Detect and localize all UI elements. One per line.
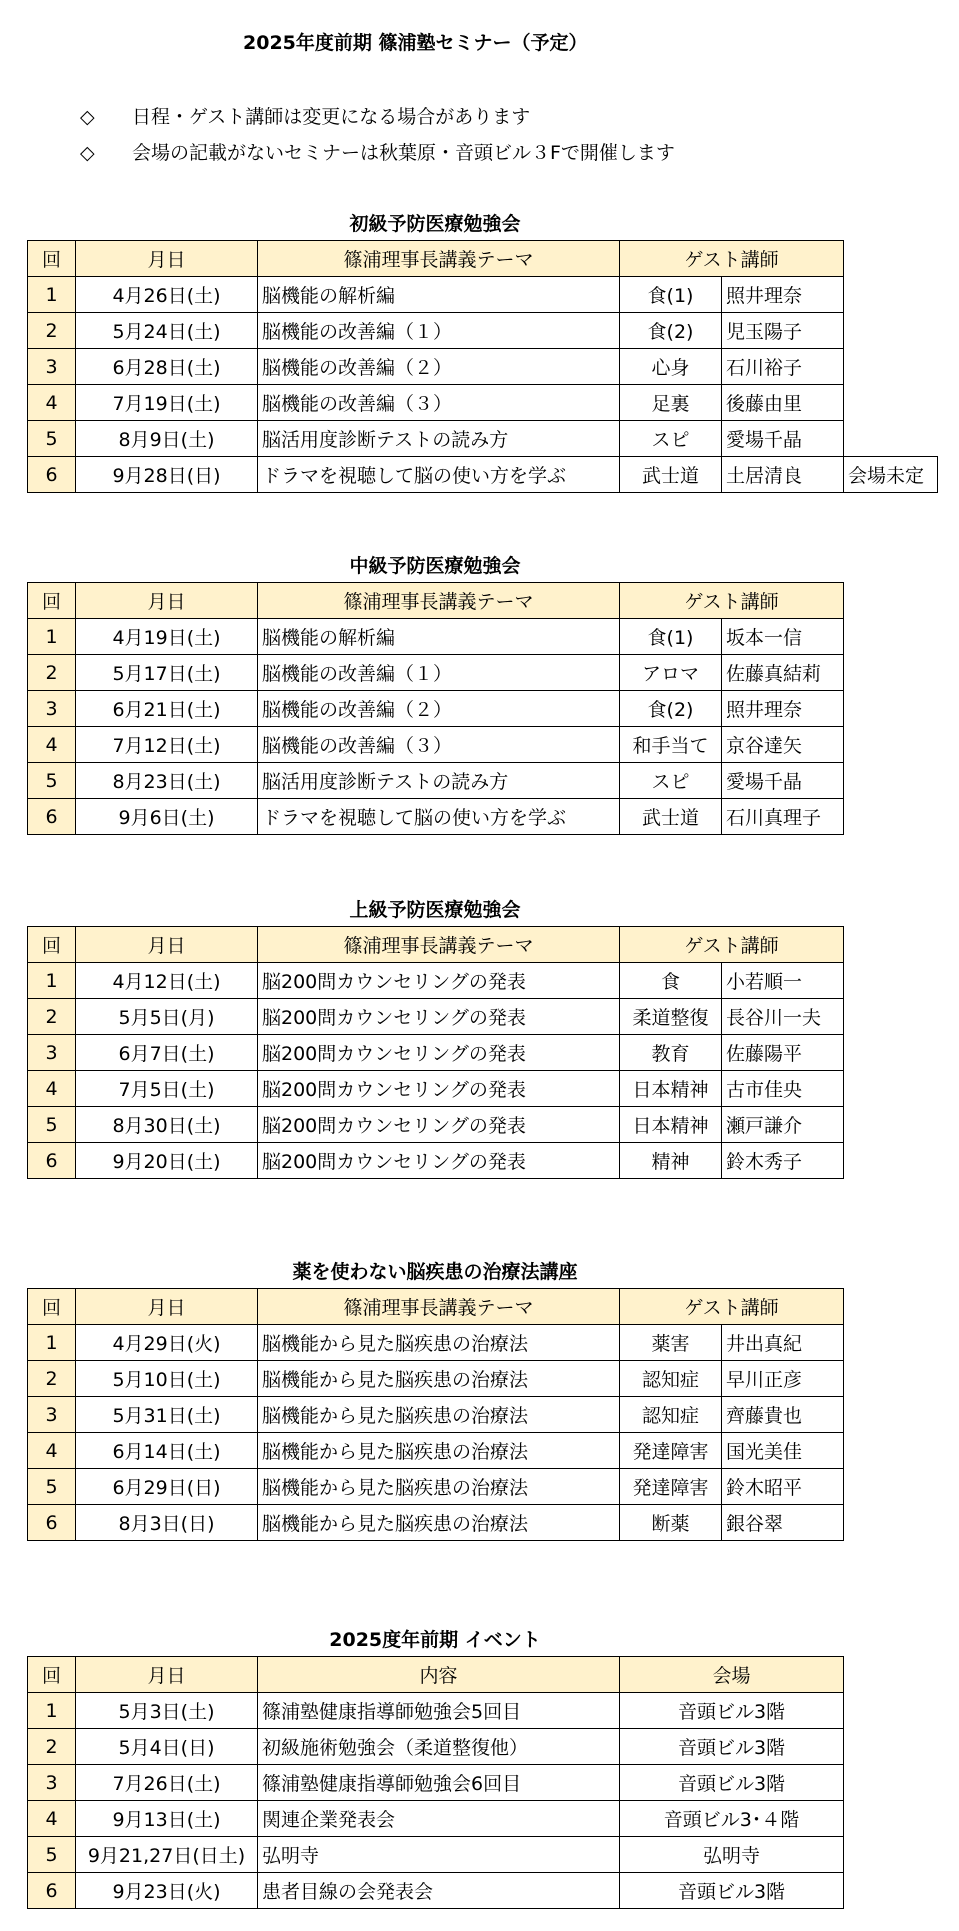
cell-venue: 音頭ビル3･４階	[620, 1801, 844, 1837]
table-row	[28, 691, 844, 727]
header-date: 月日	[76, 927, 258, 963]
table-row	[28, 619, 844, 655]
cell-no: 1	[28, 619, 76, 655]
cell-date: 6月29日(日)	[76, 1469, 258, 1505]
cell-category: 発達障害	[620, 1469, 722, 1505]
cell-theme: 脳機能の改善編（１）	[258, 313, 620, 349]
header-no: 回	[28, 241, 76, 277]
seminar-table	[27, 240, 938, 493]
cell-category: 認知症	[620, 1397, 722, 1433]
cell-no: 5	[28, 1469, 76, 1505]
section-title: 薬を使わない脳疾患の治療法講座	[292, 1261, 578, 1283]
section-title: 初級予防医療勉強会	[349, 213, 521, 235]
cell-theme: ドラマを視聴して脳の使い方を学ぶ	[258, 457, 620, 493]
cell-content: 関連企業発表会	[258, 1801, 620, 1837]
cell-theme: 脳200問カウンセリングの発表	[258, 1071, 620, 1107]
cell-guest: 古市佳央	[722, 1071, 844, 1107]
cell-no: 1	[28, 1693, 76, 1729]
cell-date: 8月30日(土)	[76, 1107, 258, 1143]
diamond-icon: ◇	[80, 106, 95, 128]
cell-theme: 脳機能の改善編（２）	[258, 349, 620, 385]
header-theme: 篠浦理事長講義テーマ	[258, 1289, 620, 1325]
cell-category: 薬害	[620, 1325, 722, 1361]
seminar-table	[27, 582, 844, 835]
empty-cell	[844, 385, 938, 421]
note-schedule-change	[80, 102, 530, 129]
cell-date: 4月19日(土)	[76, 619, 258, 655]
empty-cell	[844, 277, 938, 313]
table-row	[28, 1469, 844, 1505]
cell-date: 5月17日(土)	[76, 655, 258, 691]
cell-category: 武士道	[620, 457, 722, 493]
table-row	[28, 1505, 844, 1541]
table-row	[28, 799, 844, 835]
cell-no: 6	[28, 1873, 76, 1909]
cell-category: 食	[620, 963, 722, 999]
table-row	[28, 349, 938, 385]
cell-theme: 脳機能の改善編（１）	[258, 655, 620, 691]
cell-category: 認知症	[620, 1361, 722, 1397]
table-row	[28, 1837, 844, 1873]
cell-venue: 音頭ビル3階	[620, 1765, 844, 1801]
cell-date: 7月5日(土)	[76, 1071, 258, 1107]
cell-date: 6月7日(土)	[76, 1035, 258, 1071]
header-no: 回	[28, 583, 76, 619]
cell-theme: 脳活用度診断テストの読み方	[258, 421, 620, 457]
cell-no: 6	[28, 799, 76, 835]
table-header-row	[28, 1289, 844, 1325]
seminar-table	[27, 926, 844, 1179]
cell-no: 6	[28, 1143, 76, 1179]
table-row	[28, 1433, 844, 1469]
header-date: 月日	[76, 1289, 258, 1325]
cell-theme: 脳機能から見た脳疾患の治療法	[258, 1433, 620, 1469]
cell-date: 9月6日(土)	[76, 799, 258, 835]
cell-content: 篠浦塾健康指導師勉強会6回目	[258, 1765, 620, 1801]
cell-date: 9月13日(土)	[76, 1801, 258, 1837]
header-no: 回	[28, 1289, 76, 1325]
header-date: 月日	[76, 583, 258, 619]
table-row	[28, 421, 938, 457]
table-row	[28, 727, 844, 763]
cell-category: 食(2)	[620, 691, 722, 727]
cell-theme: 脳活用度診断テストの読み方	[258, 763, 620, 799]
section-title: 上級予防医療勉強会	[349, 899, 521, 921]
cell-guest: 児玉陽子	[722, 313, 844, 349]
header-guest: ゲスト講師	[620, 1289, 844, 1325]
cell-category: 食(2)	[620, 313, 722, 349]
cell-no: 2	[28, 655, 76, 691]
cell-category: 食(1)	[620, 619, 722, 655]
table-row	[28, 1325, 844, 1361]
cell-no: 4	[28, 385, 76, 421]
table-row	[28, 1361, 844, 1397]
cell-date: 4月26日(土)	[76, 277, 258, 313]
cell-no: 3	[28, 1397, 76, 1433]
cell-guest: 照井理奈	[722, 277, 844, 313]
table-row	[28, 1397, 844, 1433]
cell-no: 2	[28, 313, 76, 349]
cell-no: 2	[28, 1361, 76, 1397]
cell-no: 3	[28, 1765, 76, 1801]
cell-date: 7月19日(土)	[76, 385, 258, 421]
header-no: 回	[28, 1657, 76, 1693]
cell-date: 7月26日(土)	[76, 1765, 258, 1801]
cell-category: 柔道整復	[620, 999, 722, 1035]
header-theme: 篠浦理事長講義テーマ	[258, 583, 620, 619]
cell-category: 心身	[620, 349, 722, 385]
cell-guest: 齊藤貴也	[722, 1397, 844, 1433]
cell-theme: 脳200問カウンセリングの発表	[258, 1035, 620, 1071]
cell-category: 発達障害	[620, 1433, 722, 1469]
table-row	[28, 1801, 844, 1837]
cell-theme: 脳機能の解析編	[258, 277, 620, 313]
cell-date: 5月31日(土)	[76, 1397, 258, 1433]
cell-no: 5	[28, 421, 76, 457]
empty-cell	[844, 241, 938, 277]
table-row	[28, 763, 844, 799]
header-theme: 篠浦理事長講義テーマ	[258, 241, 620, 277]
cell-guest: 愛場千晶	[722, 763, 844, 799]
header-theme: 篠浦理事長講義テーマ	[258, 927, 620, 963]
empty-cell	[844, 349, 938, 385]
cell-guest: 佐藤真結莉	[722, 655, 844, 691]
cell-guest: 早川正彦	[722, 1361, 844, 1397]
cell-no: 1	[28, 277, 76, 313]
cell-guest: 瀬戸謙介	[722, 1107, 844, 1143]
cell-no: 5	[28, 1837, 76, 1873]
cell-guest: 坂本一信	[722, 619, 844, 655]
cell-category: 日本精神	[620, 1071, 722, 1107]
table-row	[28, 457, 938, 493]
diamond-icon: ◇	[80, 142, 95, 164]
table-row	[28, 1873, 844, 1909]
table-row	[28, 963, 844, 999]
cell-no: 3	[28, 691, 76, 727]
cell-category: 食(1)	[620, 277, 722, 313]
table-header-row	[28, 241, 938, 277]
cell-no: 6	[28, 1505, 76, 1541]
table-row	[28, 277, 938, 313]
cell-no: 2	[28, 999, 76, 1035]
cell-no: 5	[28, 1107, 76, 1143]
cell-guest: 照井理奈	[722, 691, 844, 727]
table-row	[28, 1693, 844, 1729]
page-title: 2025年度前期 篠浦塾セミナー（予定）	[243, 32, 588, 54]
cell-venue-note: 会場未定	[844, 457, 938, 493]
cell-date: 5月10日(土)	[76, 1361, 258, 1397]
cell-guest: 井出真紀	[722, 1325, 844, 1361]
cell-venue: 音頭ビル3階	[620, 1729, 844, 1765]
cell-theme: 脳機能から見た脳疾患の治療法	[258, 1505, 620, 1541]
cell-date: 6月14日(土)	[76, 1433, 258, 1469]
cell-guest: 土居清良	[722, 457, 844, 493]
table-row	[28, 1765, 844, 1801]
cell-theme: 脳機能の改善編（３）	[258, 727, 620, 763]
cell-theme: 脳機能から見た脳疾患の治療法	[258, 1361, 620, 1397]
cell-date: 8月23日(土)	[76, 763, 258, 799]
cell-content: 初級施術勉強会（柔道整復他）	[258, 1729, 620, 1765]
cell-date: 9月28日(日)	[76, 457, 258, 493]
cell-theme: 脳機能の改善編（３）	[258, 385, 620, 421]
cell-category: 教育	[620, 1035, 722, 1071]
cell-date: 5月5日(月)	[76, 999, 258, 1035]
cell-theme: 脳機能の解析編	[258, 619, 620, 655]
table-header-row	[28, 583, 844, 619]
cell-guest: 後藤由里	[722, 385, 844, 421]
cell-content: 篠浦塾健康指導師勉強会5回目	[258, 1693, 620, 1729]
cell-guest: 銀谷翠	[722, 1505, 844, 1541]
cell-date: 4月29日(火)	[76, 1325, 258, 1361]
header-guest: ゲスト講師	[620, 583, 844, 619]
cell-venue: 音頭ビル3階	[620, 1873, 844, 1909]
cell-guest: 鈴木秀子	[722, 1143, 844, 1179]
header-content: 内容	[258, 1657, 620, 1693]
section-title: 2025度年前期 イベント	[329, 1629, 541, 1651]
cell-date: 7月12日(土)	[76, 727, 258, 763]
cell-no: 6	[28, 457, 76, 493]
cell-theme: 脳機能の改善編（２）	[258, 691, 620, 727]
cell-category: スピ	[620, 763, 722, 799]
table-header-row	[28, 927, 844, 963]
cell-no: 2	[28, 1729, 76, 1765]
table-row	[28, 999, 844, 1035]
cell-no: 5	[28, 763, 76, 799]
cell-date: 5月3日(土)	[76, 1693, 258, 1729]
cell-category: アロマ	[620, 655, 722, 691]
cell-no: 1	[28, 963, 76, 999]
cell-guest: 小若順一	[722, 963, 844, 999]
cell-category: 断薬	[620, 1505, 722, 1541]
cell-date: 9月20日(土)	[76, 1143, 258, 1179]
cell-guest: 京谷達矢	[722, 727, 844, 763]
cell-no: 4	[28, 727, 76, 763]
cell-venue: 弘明寺	[620, 1837, 844, 1873]
table-row	[28, 1035, 844, 1071]
table-row	[28, 1729, 844, 1765]
cell-category: 足裏	[620, 385, 722, 421]
cell-theme: 脳機能から見た脳疾患の治療法	[258, 1325, 620, 1361]
cell-guest: 鈴木昭平	[722, 1469, 844, 1505]
cell-content: 患者目線の会発表会	[258, 1873, 620, 1909]
cell-no: 1	[28, 1325, 76, 1361]
cell-date: 8月3日(日)	[76, 1505, 258, 1541]
section-title: 中級予防医療勉強会	[349, 555, 521, 577]
cell-no: 4	[28, 1433, 76, 1469]
cell-theme: 脳機能から見た脳疾患の治療法	[258, 1397, 620, 1433]
cell-date: 9月23日(火)	[76, 1873, 258, 1909]
cell-venue: 音頭ビル3階	[620, 1693, 844, 1729]
note-text: 日程・ゲスト講師は変更になる場合があります	[132, 106, 531, 128]
empty-cell	[844, 421, 938, 457]
cell-theme: 脳200問カウンセリングの発表	[258, 1143, 620, 1179]
cell-guest: 長谷川一夫	[722, 999, 844, 1035]
cell-category: スピ	[620, 421, 722, 457]
cell-guest: 石川真理子	[722, 799, 844, 835]
cell-category: 精神	[620, 1143, 722, 1179]
table-row	[28, 385, 938, 421]
cell-no: 4	[28, 1801, 76, 1837]
table-row	[28, 1107, 844, 1143]
cell-date: 8月9日(土)	[76, 421, 258, 457]
table-header-row	[28, 1657, 844, 1693]
cell-category: 日本精神	[620, 1107, 722, 1143]
table-row	[28, 1143, 844, 1179]
cell-theme: ドラマを視聴して脳の使い方を学ぶ	[258, 799, 620, 835]
table-row	[28, 313, 938, 349]
cell-theme: 脳機能から見た脳疾患の治療法	[258, 1469, 620, 1505]
seminar-table	[27, 1288, 844, 1541]
cell-theme: 脳200問カウンセリングの発表	[258, 963, 620, 999]
cell-date: 9月21,27日(日土)	[76, 1837, 258, 1873]
cell-date: 4月12日(土)	[76, 963, 258, 999]
cell-no: 3	[28, 349, 76, 385]
header-venue: 会場	[620, 1657, 844, 1693]
header-guest: ゲスト講師	[620, 241, 844, 277]
cell-no: 4	[28, 1071, 76, 1107]
cell-date: 5月4日(日)	[76, 1729, 258, 1765]
cell-date: 6月28日(土)	[76, 349, 258, 385]
cell-guest: 愛場千晶	[722, 421, 844, 457]
header-date: 月日	[76, 1657, 258, 1693]
cell-date: 6月21日(土)	[76, 691, 258, 727]
cell-guest: 石川裕子	[722, 349, 844, 385]
empty-cell	[844, 313, 938, 349]
cell-content: 弘明寺	[258, 1837, 620, 1873]
cell-theme: 脳200問カウンセリングの発表	[258, 1107, 620, 1143]
cell-category: 和手当て	[620, 727, 722, 763]
header-date: 月日	[76, 241, 258, 277]
note-text: 会場の記載がないセミナーは秋葉原・音頭ビル３Fで開催します	[132, 142, 675, 164]
events-table	[27, 1656, 844, 1909]
note-venue	[80, 138, 675, 165]
cell-guest: 国光美佳	[722, 1433, 844, 1469]
header-no: 回	[28, 927, 76, 963]
header-guest: ゲスト講師	[620, 927, 844, 963]
cell-category: 武士道	[620, 799, 722, 835]
cell-no: 3	[28, 1035, 76, 1071]
cell-guest: 佐藤陽平	[722, 1035, 844, 1071]
table-row	[28, 1071, 844, 1107]
cell-theme: 脳200問カウンセリングの発表	[258, 999, 620, 1035]
cell-date: 5月24日(土)	[76, 313, 258, 349]
table-row	[28, 655, 844, 691]
